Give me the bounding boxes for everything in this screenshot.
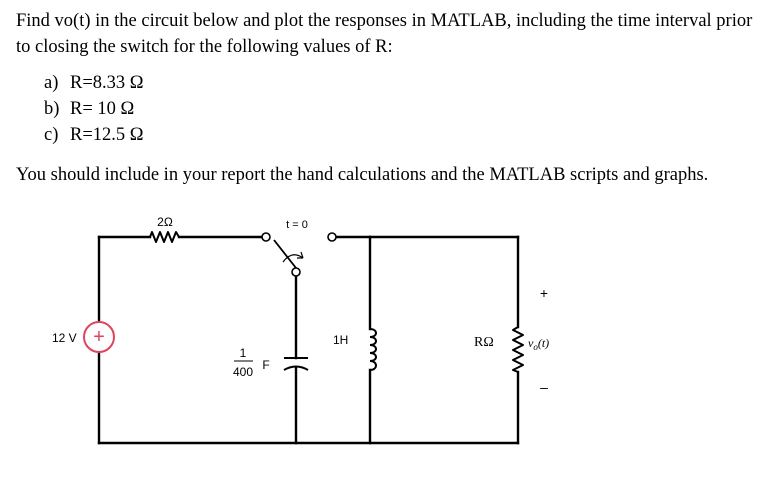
option-text: R=8.33 Ω bbox=[70, 73, 144, 93]
output-v: v bbox=[528, 336, 534, 350]
problem-statement bbox=[16, 8, 756, 188]
load-label: RΩ bbox=[474, 335, 494, 350]
switch-terminal-left bbox=[262, 233, 270, 241]
option-text: R= 10 Ω bbox=[70, 99, 135, 119]
option-label: a) bbox=[44, 73, 59, 93]
problem-intro: Find vo(t) in the circuit below and plot the responses in MATLAB, including the time interval prior to closing the switch for the following values of R: bbox=[16, 11, 753, 57]
resistor-label: 2Ω bbox=[157, 215, 173, 229]
option-b bbox=[44, 96, 756, 122]
switch-terminal-bottom bbox=[292, 268, 300, 276]
switch-terminal-right bbox=[328, 233, 336, 241]
capacitor-denominator: 400 bbox=[232, 365, 254, 379]
source-polarity-plus: + bbox=[93, 326, 105, 348]
option-a bbox=[44, 70, 756, 96]
option-label: b) bbox=[44, 99, 60, 119]
inductor-1h bbox=[370, 329, 376, 370]
capacitor-numerator: 1 bbox=[239, 346, 247, 360]
r-values-list bbox=[44, 70, 756, 148]
source-label: 12 V bbox=[52, 331, 77, 345]
output-voltage-label bbox=[528, 336, 549, 352]
report-note: You should include in your report the hand calculations and the MATLAB scripts and graphs. bbox=[16, 165, 709, 185]
switch-label: t = 0 bbox=[286, 219, 308, 231]
inductor-label: 1H bbox=[333, 333, 349, 347]
option-c bbox=[44, 122, 756, 148]
resistor-2ohm bbox=[150, 232, 179, 242]
output-minus: – bbox=[540, 379, 548, 395]
option-text: R=12.5 Ω bbox=[70, 125, 144, 145]
load-resistor bbox=[513, 327, 523, 372]
output-plus: + bbox=[539, 285, 549, 301]
output-subscript: o bbox=[533, 342, 538, 352]
option-label: c) bbox=[44, 125, 59, 145]
circuit-diagram bbox=[0, 200, 770, 495]
switch-blade bbox=[274, 240, 296, 268]
capacitor-unit: F bbox=[262, 358, 270, 372]
output-time: (t) bbox=[537, 336, 550, 350]
